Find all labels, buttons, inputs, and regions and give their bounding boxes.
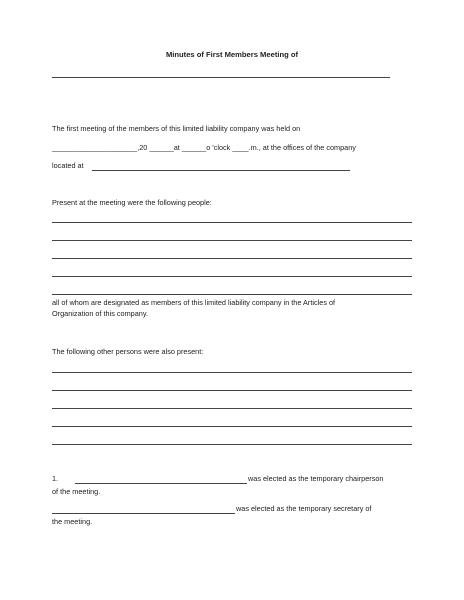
located-line bbox=[52, 161, 84, 170]
present-attendee-line[interactable] bbox=[52, 276, 412, 277]
chair-name-blank[interactable] bbox=[75, 483, 247, 484]
oclock-blank[interactable]: o 'clock ____ bbox=[206, 143, 249, 152]
time-at-blank[interactable]: at ______ bbox=[173, 143, 207, 152]
located-blank[interactable] bbox=[92, 170, 350, 171]
present-heading: Present at the meeting were the following people: bbox=[52, 198, 212, 207]
located-label: located at bbox=[52, 161, 84, 170]
year-blank[interactable]: 20 ______ bbox=[139, 143, 174, 152]
chair-number: 1. bbox=[52, 474, 59, 483]
date-line bbox=[52, 143, 356, 152]
present-attendee-line[interactable] bbox=[52, 258, 412, 259]
company-name-blank[interactable] bbox=[52, 77, 390, 78]
chair-text: was elected as the temporary chairperson bbox=[248, 474, 384, 483]
designation-line-1: all of whom are designated as members of this limited liability company in the Articles of bbox=[52, 298, 336, 307]
other-person-line[interactable] bbox=[52, 426, 412, 427]
intro-line: The first meeting of the members of this limited liability company was held on bbox=[52, 124, 301, 133]
secretary-continuation: the meeting. bbox=[52, 517, 93, 526]
present-attendee-line[interactable] bbox=[52, 294, 412, 295]
other-person-line[interactable] bbox=[52, 390, 412, 391]
others-heading: The following other persons were also present: bbox=[52, 347, 204, 356]
document-title: Minutes of First Members Meeting of bbox=[165, 50, 299, 59]
other-person-line[interactable] bbox=[52, 408, 412, 409]
chair-continuation: of the meeting. bbox=[52, 487, 101, 496]
meridiem-text: .m., at the offices of the company bbox=[248, 143, 356, 152]
secretary-text: was elected as the temporary secretary of bbox=[236, 504, 372, 513]
date-blank[interactable]: _____________________, bbox=[52, 143, 140, 152]
secretary-name-blank[interactable] bbox=[52, 513, 235, 514]
other-person-line[interactable] bbox=[52, 444, 412, 445]
other-person-line[interactable] bbox=[52, 372, 412, 373]
present-attendee-line[interactable] bbox=[52, 222, 412, 223]
designation-line-2: Organization of this company. bbox=[52, 309, 148, 318]
present-attendee-line[interactable] bbox=[52, 240, 412, 241]
